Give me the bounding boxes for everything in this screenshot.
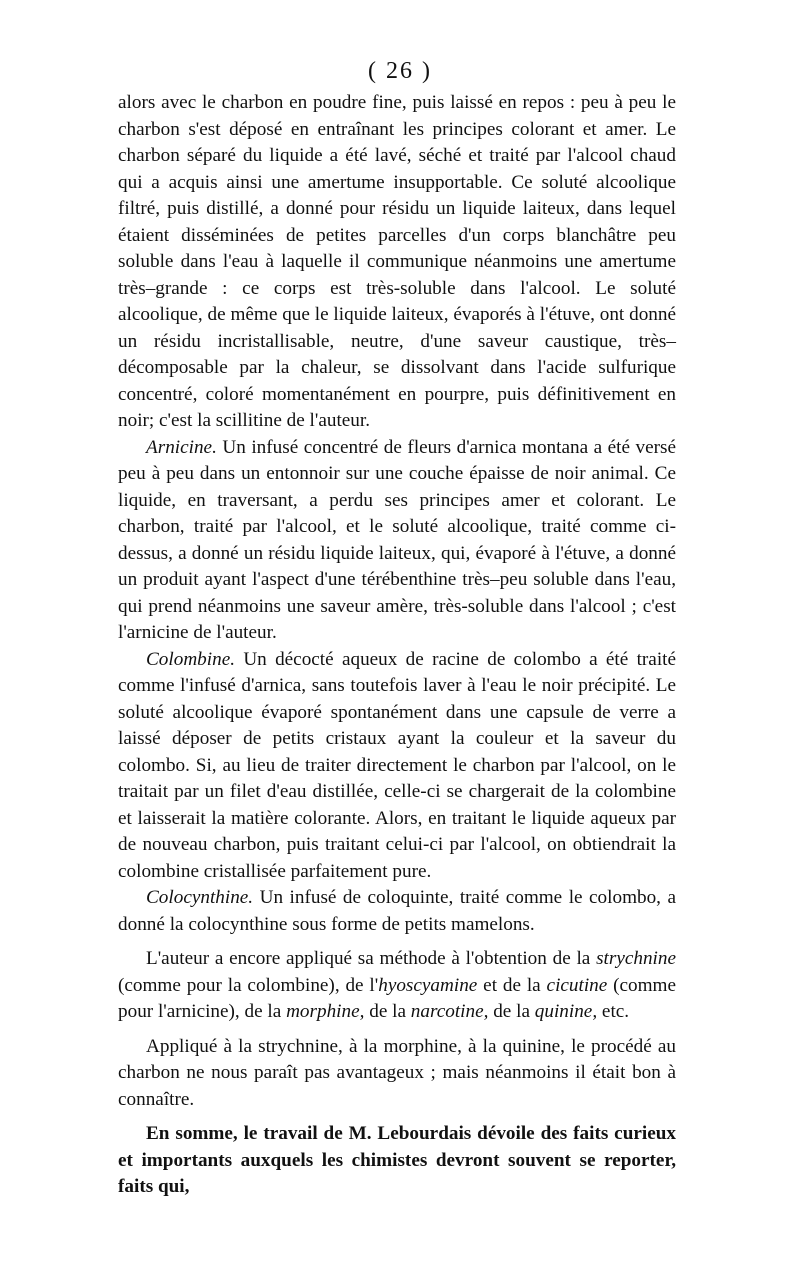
text-segment: de la (488, 1001, 535, 1022)
term-quinine: quinine, (534, 1001, 598, 1022)
term-morphine: morphine, (286, 1001, 365, 1022)
term-hyoscyamine: hyoscyamine (378, 974, 478, 996)
text-segment: Appliqué à la strychnine, à la morphine, à la quinine, le procédé au charbon ne nous paraît pas avantageux ; mais néanmoins il était bon à connaître. (118, 1035, 676, 1110)
text-segment: (comme pour l'arnicine), de la (118, 974, 676, 1022)
text-segment: etc. (597, 1001, 630, 1022)
paragraph-arnicine (118, 435, 676, 647)
text-segment: Un infusé concentré de fleurs d'arnica montana a été versé peu à peu dans un entonnoir sur une couche épaisse de noir animal. Ce liquide, en traversant, a perdu ses principes amer et colorant. Le charbon, traité par l'alcool, et le soluté alcoolique, traité comme ci-dessus, a donné un résidu liquide laiteux, qui, évaporé à l'étuve, a donné un produit ayant l'aspect d'une térébenthine très–peu soluble dans l'eau, qui prend néanmoins une saveur amère, très-soluble dans l'alcool ; c'est l'arnicine de l'auteur. (118, 436, 676, 643)
paragraph-conclusion (118, 1121, 676, 1201)
text-segment: Un décocté aqueux de racine de colombo a été traité comme l'infusé d'arnica, sans toutefois laver à l'eau le noir précipité. Le soluté alcoolique évaporé spontanément dans une capsule de verre a laissé déposer de petits cristaux ayant la couleur et la saveur du colombo. Si, au lieu de traiter directement le charbon par l'alcool, on le traitait par un filet d'eau distillée, celle-ci se chargerait de la colombine et laisserait la matière colorante. Alors, en traitant le liquide aqueux par de nouveau charbon, puis traitant celui-ci par l'alcool, on obtiendrait la colombine cristallisée parfaitement pure. (118, 648, 676, 882)
paragraph-scillitine (118, 90, 676, 435)
term-narcotine: narcotine, (410, 1001, 489, 1022)
text-segment: et de la (477, 974, 547, 996)
paragraph-colombine (118, 647, 676, 886)
text-segment: En somme, le travail de M. Lebourdais dévoile des faits curieux et importants auxquels les chimistes devront souvent se reporter, faits qui, (118, 1123, 676, 1197)
text-segment: de la (364, 1001, 411, 1022)
body-text (118, 90, 676, 1201)
paragraph-colocynthine (118, 885, 676, 938)
section-heading-arnicine: Arnicine. (146, 436, 217, 458)
section-heading-colombine: Colombine. (146, 648, 236, 670)
paragraph-assessment (118, 1034, 676, 1114)
term-strychnine: strychnine (596, 948, 676, 969)
text-segment: Un infusé de coloquinte, traité comme le colombo, a donné la colocynthine sous forme de petits mamelons. (118, 887, 676, 935)
section-heading-colocynthine: Colocynthine. (146, 887, 254, 908)
text-segment: (comme pour la colombine), de l' (118, 974, 379, 996)
text-segment: alors avec le charbon en poudre fine, puis laissé en repos : peu à peu le charbon s'est déposé en entraînant les principes colorant et amer. Le charbon séparé du liquide a été lavé, séché et traité par l'alcool chaud qui a acquis ainsi une amertume insupportable. Ce soluté alcoolique filtré, puis distillé, a donné pour résidu un liquide laiteux, dans lequel étaient disséminées de petites parcelles d'un corps blanchâtre peu soluble dans l'eau à laquelle il communique néanmoins une amertume très–grande : ce corps est très-soluble dans l'alcool. Le soluté alcoolique, de même que le liquide laiteux, évaporés à l'étuve, ont donné un résidu incristallisable, neutre, d'une saveur caustique, très–décomposable par la chaleur, se dissolvant dans l'acide sulfurique concentré, coloré momentanément en pourpre, puis définitivement en noir; c'est la scillitine de l'auteur. (118, 92, 676, 431)
text-segment: L'auteur a encore appliqué sa méthode à l'obtention de la (146, 948, 597, 969)
paragraph-other-alkaloids (118, 946, 676, 1026)
term-cicutine: cicutine (546, 974, 608, 996)
page-number: ( 26 ) (368, 58, 432, 84)
